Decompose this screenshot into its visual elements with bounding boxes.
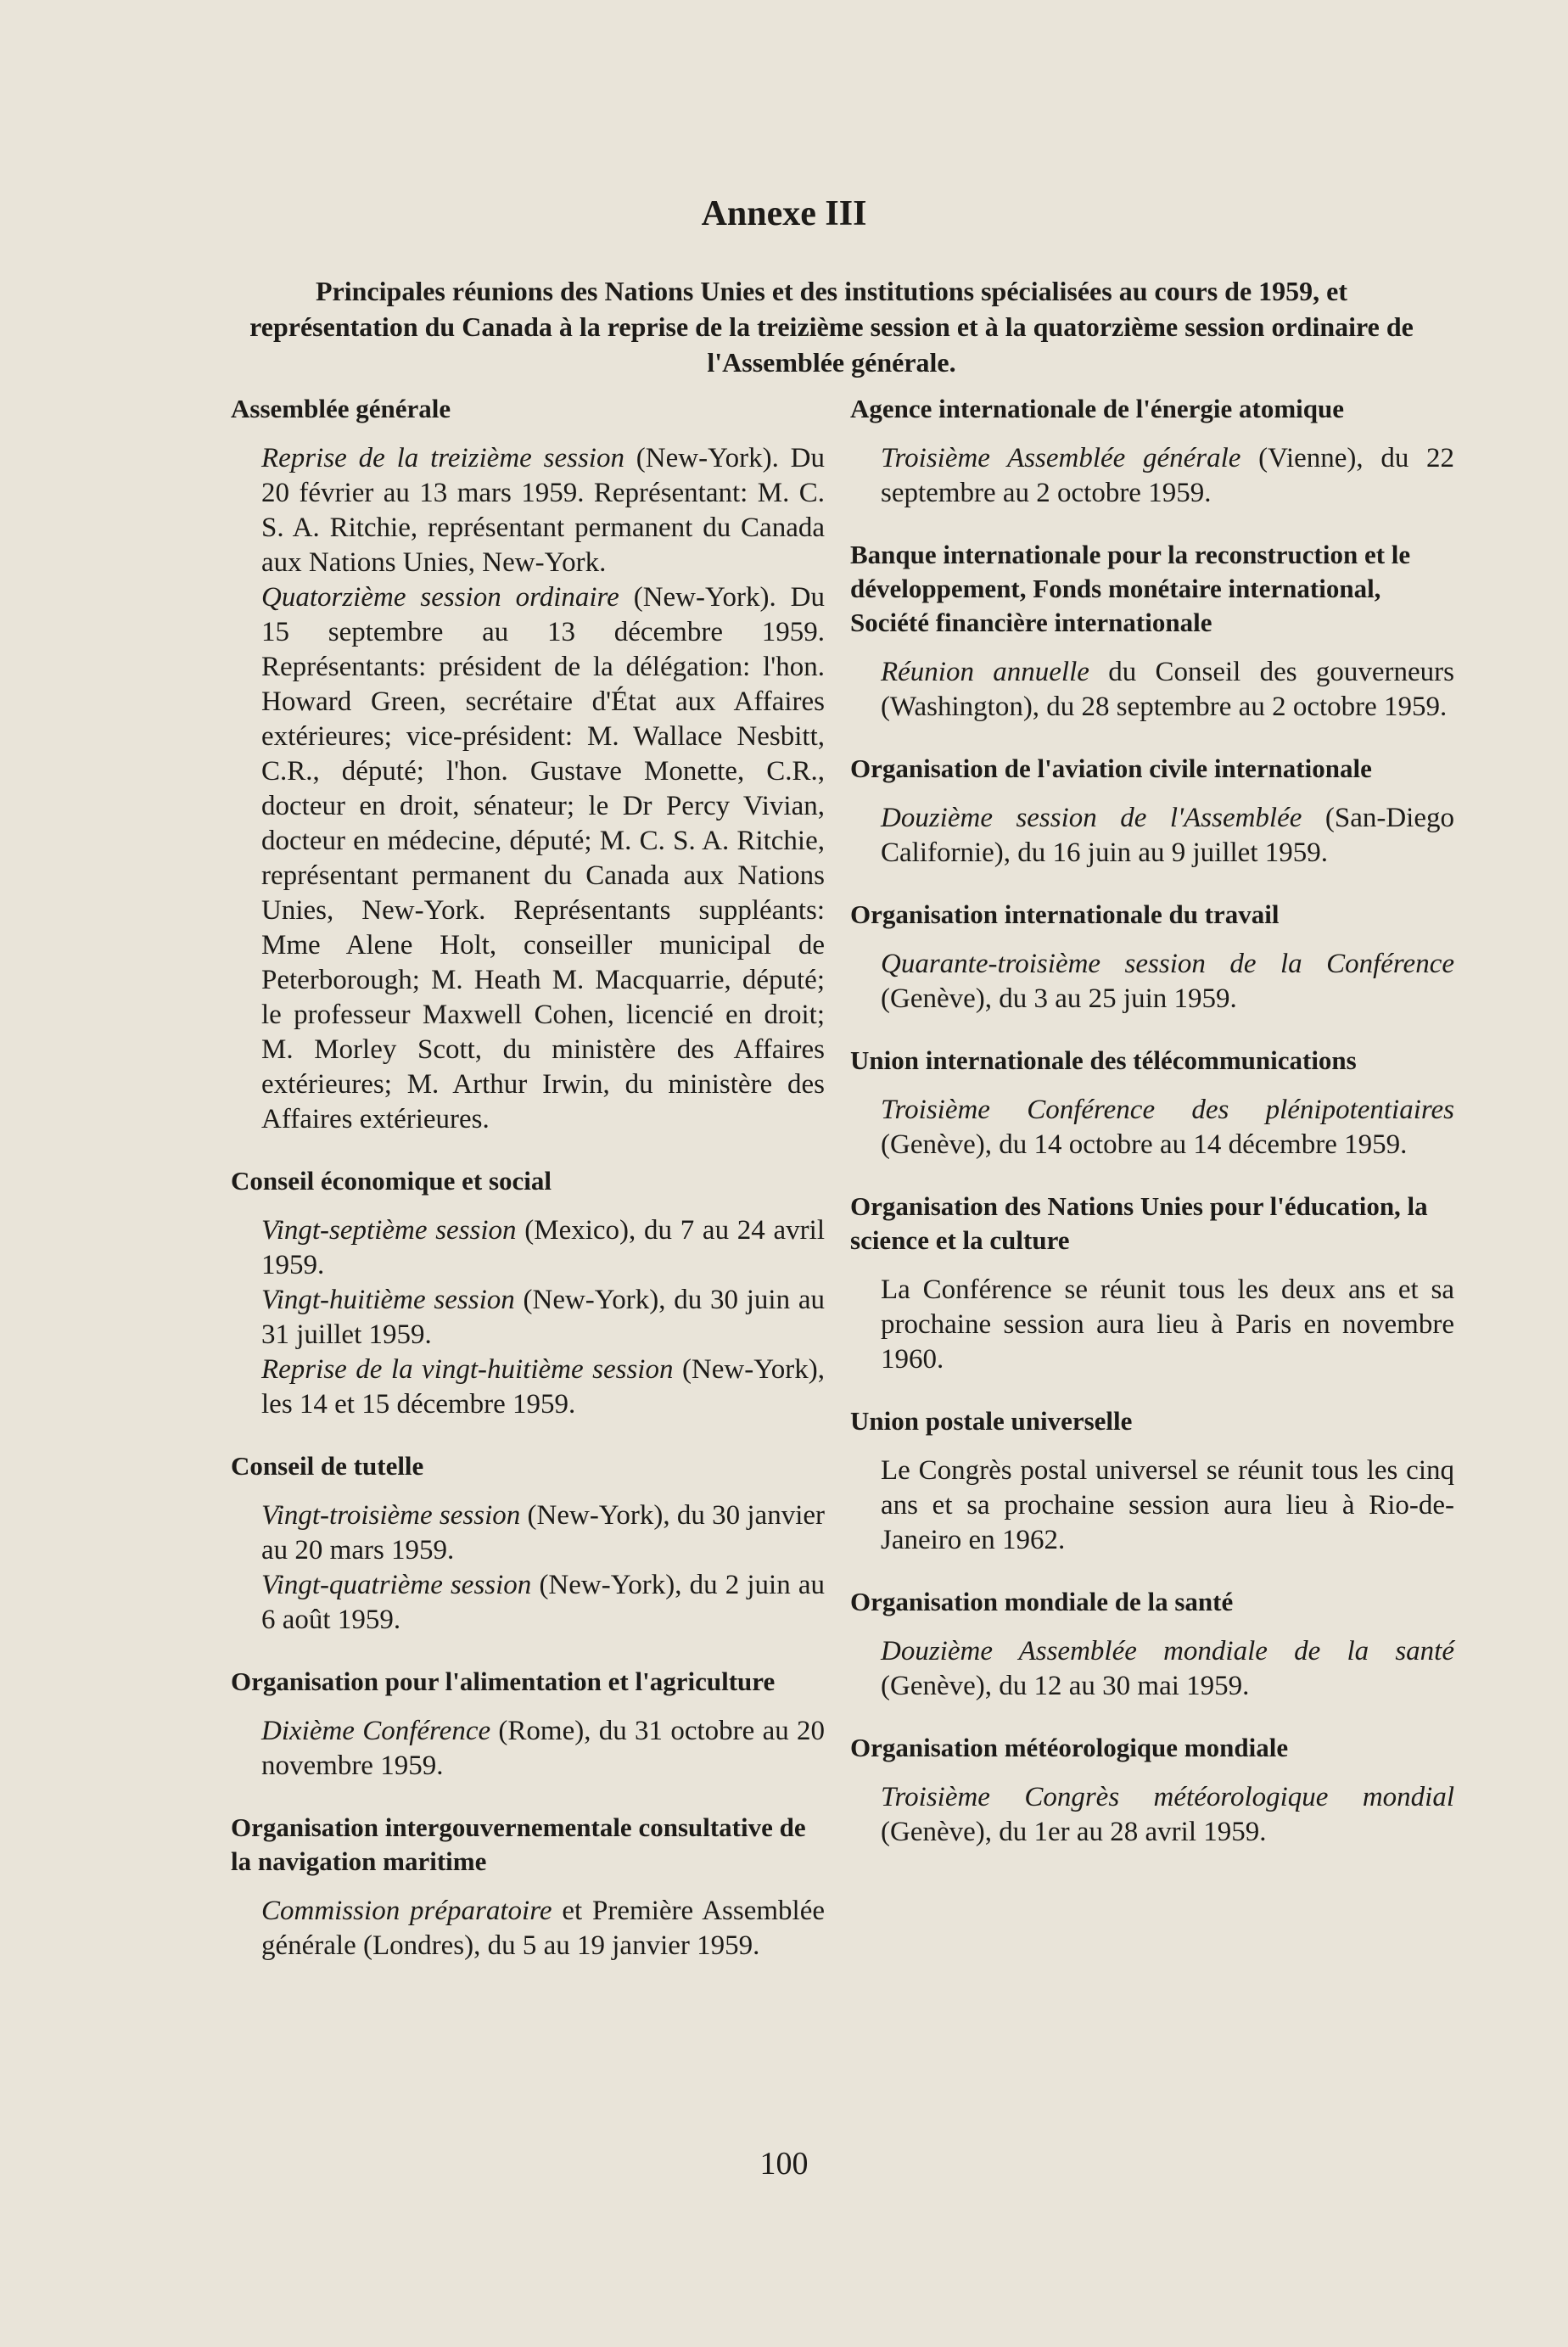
section-entry xyxy=(881,947,1454,1017)
entry-text: (Genève), du 1er au 28 avril 1959. xyxy=(881,1817,1267,1847)
section xyxy=(850,1404,1454,1558)
entry-title: Réunion annuelle xyxy=(881,657,1089,687)
entry-title: Douzième session de l'Assemblée xyxy=(881,803,1302,833)
entry-title: Vingt-troisième session xyxy=(261,1500,521,1531)
section-entry xyxy=(881,1780,1454,1850)
section-title: Conseil économique et social xyxy=(231,1166,552,1196)
section-entry xyxy=(881,441,1454,511)
section-title: Organisation intergouvernementale consultative de la navigation maritime xyxy=(231,1812,806,1876)
section-title: Conseil de tutelle xyxy=(231,1451,424,1481)
entry-text: du Conseil des gouverneurs (Washington), du 28 septembre au 2 octobre 1959. xyxy=(881,657,1454,722)
section xyxy=(850,1044,1454,1162)
section-title: Organisation météorologique mondiale xyxy=(850,1733,1289,1762)
section-title: Union postale universelle xyxy=(850,1406,1133,1436)
entry-text: (Vienne), du 22 septembre au 2 octobre 1959. xyxy=(881,443,1454,508)
entry-text: La Conférence se réunit tous les deux ans et sa prochaine session aura lieu à Paris en novembre 1960. xyxy=(881,1274,1454,1375)
entry-text: (Genève), du 14 octobre au 14 décembre 1959. xyxy=(881,1129,1408,1160)
entry-title: Dixième Conférence xyxy=(261,1716,491,1746)
right-column xyxy=(850,392,1454,1877)
section-title: Agence internationale de l'énergie atomique xyxy=(850,394,1345,423)
entry-text: (Genève), du 3 au 25 juin 1959. xyxy=(881,983,1237,1014)
section-entry xyxy=(261,1498,825,1568)
section xyxy=(231,1164,825,1422)
section xyxy=(231,1811,825,1963)
section xyxy=(850,392,1454,511)
entry-title: Reprise de la treizième session xyxy=(261,443,624,473)
section-entry xyxy=(261,1353,825,1422)
section xyxy=(850,898,1454,1017)
entry-title: Troisième Conférence des plénipotentiaires xyxy=(881,1095,1454,1125)
section xyxy=(850,752,1454,871)
entry-text: (New-York). Du 15 septembre au 13 décembre 1959. Représentants: président de la délégation: l'hon. Howard Green, secrétaire d'État aux Affaires extérieures; vice-président: M. Wallace Nesbitt, C.R., député; l'hon. Gustave Monette, C.R., docteur en droit, sénateur; le Dr Percy Vivian, docteur en médecine, député; M. C. S. A. Ritchie, représentant permanent du Canada aux Nations Unies, New-York. Représentants suppléants: Mme Alene Holt, conseiller municipal de Peterborough; M. Heath M. Macquarrie, député; le professeur Maxwell Cohen, licencié en droit; M. Morley Scott, du ministère des Affaires extérieures; M. Arthur Irwin, du ministère des Affaires extérieures. xyxy=(261,582,825,1134)
entry-title: Vingt-septième session xyxy=(261,1215,517,1246)
entry-text: Le Congrès postal universel se réunit tous les cinq ans et sa prochaine session aura lieu à Rio-de-Janeiro en 1962. xyxy=(881,1455,1454,1555)
section-entry xyxy=(261,1714,825,1784)
annex-title: Annexe III xyxy=(701,194,867,233)
entry-text: (New-York), les 14 et 15 décembre 1959. xyxy=(261,1354,825,1420)
entry-title: Commission préparatoire xyxy=(261,1896,552,1926)
page-number: 100 xyxy=(759,2146,809,2182)
section-entry xyxy=(261,580,825,1137)
entry-title: Troisième Congrès météorologique mondial xyxy=(881,1782,1454,1812)
entry-title: Quarante-troisième session de la Conférence xyxy=(881,949,1454,979)
section xyxy=(231,1449,825,1638)
entry-text: (New-York). Du 20 février au 13 mars 1959. Représentant: M. C. S. A. Ritchie, représentant permanent du Canada aux Nations Unies, New-York. xyxy=(261,443,825,578)
left-column xyxy=(231,392,825,1991)
section-entry xyxy=(881,1093,1454,1162)
entry-title: Douzième Assemblée mondiale de la santé xyxy=(881,1636,1454,1666)
entry-title: Vingt-quatrième session xyxy=(261,1570,532,1600)
section-entry xyxy=(881,1454,1454,1558)
section xyxy=(231,392,825,1137)
section-title: Assemblée générale xyxy=(231,394,451,423)
entry-text: et Première Assemblée générale (Londres), du 5 au 19 janvier 1959. xyxy=(261,1896,825,1961)
section-entry xyxy=(881,801,1454,871)
entry-text: (New-York), du 30 janvier au 20 mars 1959. xyxy=(261,1500,826,1566)
page-heading: Principales réunions des Nations Unies et des institutions spécialisées au cours de 1959, et représentation du Canada à la reprise de la treizième session et à la quatorzième session ordinaire de l'Assemblée générale. xyxy=(249,276,1414,378)
section-title: Organisation mondiale de la santé xyxy=(850,1587,1234,1616)
entry-text: (New-York), du 2 juin au 6 août 1959. xyxy=(261,1570,825,1635)
section xyxy=(850,1190,1454,1377)
section-entry xyxy=(881,1273,1454,1377)
section-title: Union internationale des télécommunications xyxy=(850,1045,1357,1075)
section-title: Banque internationale pour la reconstruction et le développement, Fonds monétaire international, Société financière internationale xyxy=(850,540,1411,637)
section-entry xyxy=(261,441,825,580)
section-entry xyxy=(261,1283,825,1353)
section-title: Organisation pour l'alimentation et l'agriculture xyxy=(231,1666,776,1696)
entry-title: Reprise de la vingt-huitième session xyxy=(261,1354,674,1385)
entry-title: Troisième Assemblée générale xyxy=(881,443,1241,473)
section-entry xyxy=(881,655,1454,725)
entry-text: (New-York), du 30 juin au 31 juillet 1959. xyxy=(261,1285,825,1350)
section xyxy=(850,1585,1454,1704)
entry-text: (Rome), du 31 octobre au 20 novembre 1959. xyxy=(261,1716,826,1781)
section xyxy=(231,1665,825,1784)
entry-text: (Mexico), du 7 au 24 avril 1959. xyxy=(261,1215,825,1280)
section-entry xyxy=(881,1634,1454,1704)
section xyxy=(850,1731,1454,1850)
entry-title: Vingt-huitième session xyxy=(261,1285,515,1315)
section-entry xyxy=(261,1894,825,1963)
section xyxy=(850,538,1454,725)
section-title: Organisation internationale du travail xyxy=(850,899,1280,929)
section-title: Organisation des Nations Unies pour l'éducation, la science et la culture xyxy=(850,1191,1428,1255)
entry-title: Quatorzième session ordinaire xyxy=(261,582,619,613)
section-title: Organisation de l'aviation civile internationale xyxy=(850,753,1372,783)
section-entry xyxy=(261,1568,825,1638)
entry-text: (Genève), du 12 au 30 mai 1959. xyxy=(881,1671,1250,1701)
section-entry xyxy=(261,1213,825,1283)
entry-text: (San-Diego Californie), du 16 juin au 9 juillet 1959. xyxy=(881,803,1454,868)
